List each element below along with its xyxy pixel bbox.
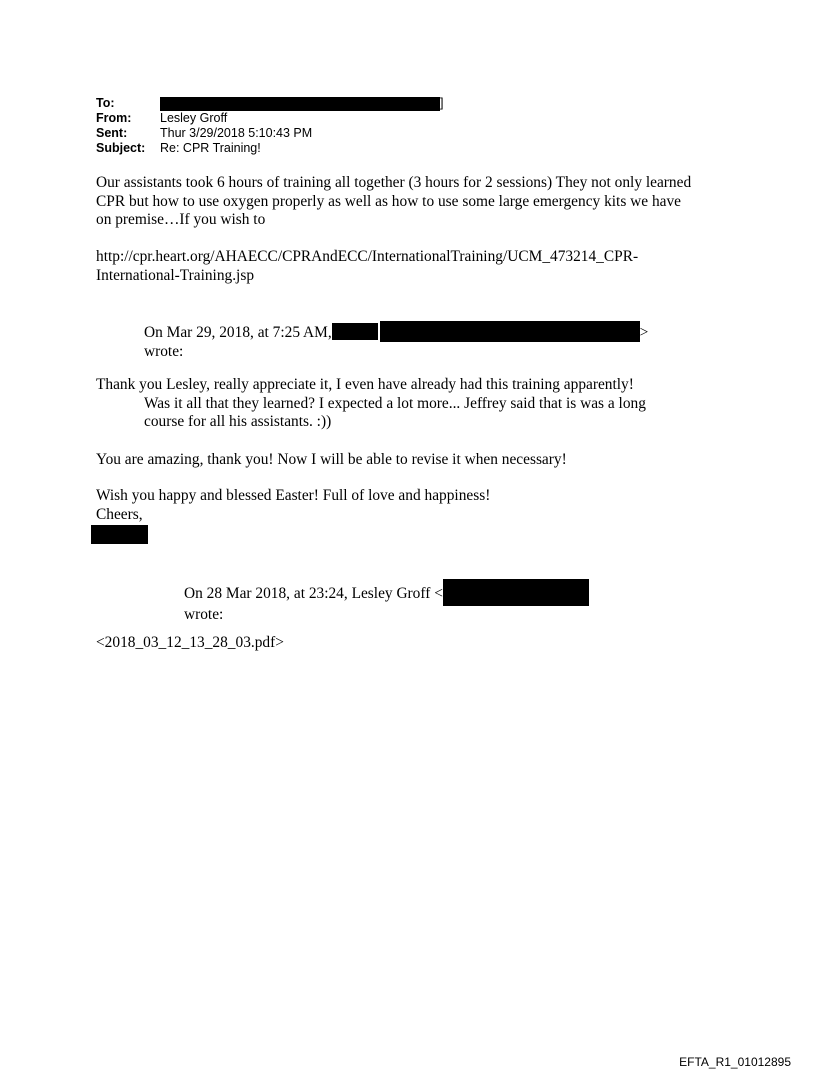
subject-value: Re: CPR Training! (160, 141, 261, 155)
link-line[interactable]: http://cpr.heart.org/AHAECC/CPRAndECC/InternationalTraining/UCM_473214_CPR- (96, 248, 639, 265)
quote-prefix: On 28 Mar 2018, at 23:24, Lesley Groff < (184, 585, 443, 602)
sent-label: Sent: (96, 126, 128, 140)
redaction-box (443, 579, 589, 606)
attachment-name[interactable]: <2018_03_12_13_28_03.pdf> (96, 634, 284, 651)
bates-number: EFTA_R1_01012895 (679, 1055, 791, 1069)
closing-block (96, 487, 490, 524)
quote-header-2 (184, 579, 589, 625)
redaction-box (380, 321, 640, 342)
body-line: course for all his assistants. :)) (144, 413, 332, 430)
body-line: CPR but how to use oxygen properly as well as how to use some large emergency kits we have (96, 192, 682, 210)
from-value: Lesley Groff (160, 111, 228, 125)
signature-redaction (91, 525, 148, 544)
quote-wrote: wrote: (184, 606, 224, 623)
body-paragraph-1 (96, 174, 691, 230)
quote-prefix: On Mar 29, 2018, at 7:25 AM, (144, 324, 332, 341)
training-link[interactable] (96, 248, 638, 285)
quote-header-1 (144, 321, 648, 361)
body-line: Thank you Lesley, really appreciate it, I even have already had this training apparently! (96, 376, 634, 393)
body-line: on premise…If you wish to (96, 211, 266, 228)
body-line: Was it all that they learned? I expected a lot more... Jeffrey said that is was a long (144, 394, 646, 412)
redaction-box (332, 323, 378, 340)
link-line[interactable]: International-Training.jsp (96, 266, 255, 284)
redaction-box (160, 97, 440, 111)
from-label: From: (96, 111, 132, 125)
cheers-line: Cheers, (96, 505, 143, 523)
amazing-line: You are amazing, thank you! Now I will be able to revise it when necessary! (96, 451, 567, 468)
to-bracket: ] (440, 96, 444, 110)
subject-label: Subject: (96, 141, 146, 155)
quote-suffix: > (639, 324, 649, 341)
thanks-paragraph (96, 376, 646, 432)
sent-value: Thur 3/29/2018 5:10:43 PM (160, 126, 313, 140)
body-line: Our assistants took 6 hours of training all together (3 hours for 2 sessions) They not only learned (96, 174, 692, 191)
easter-line: Wish you happy and blessed Easter! Full of love and happiness! (96, 487, 491, 504)
to-label: To: (96, 96, 115, 110)
quote-wrote: wrote: (144, 342, 184, 360)
